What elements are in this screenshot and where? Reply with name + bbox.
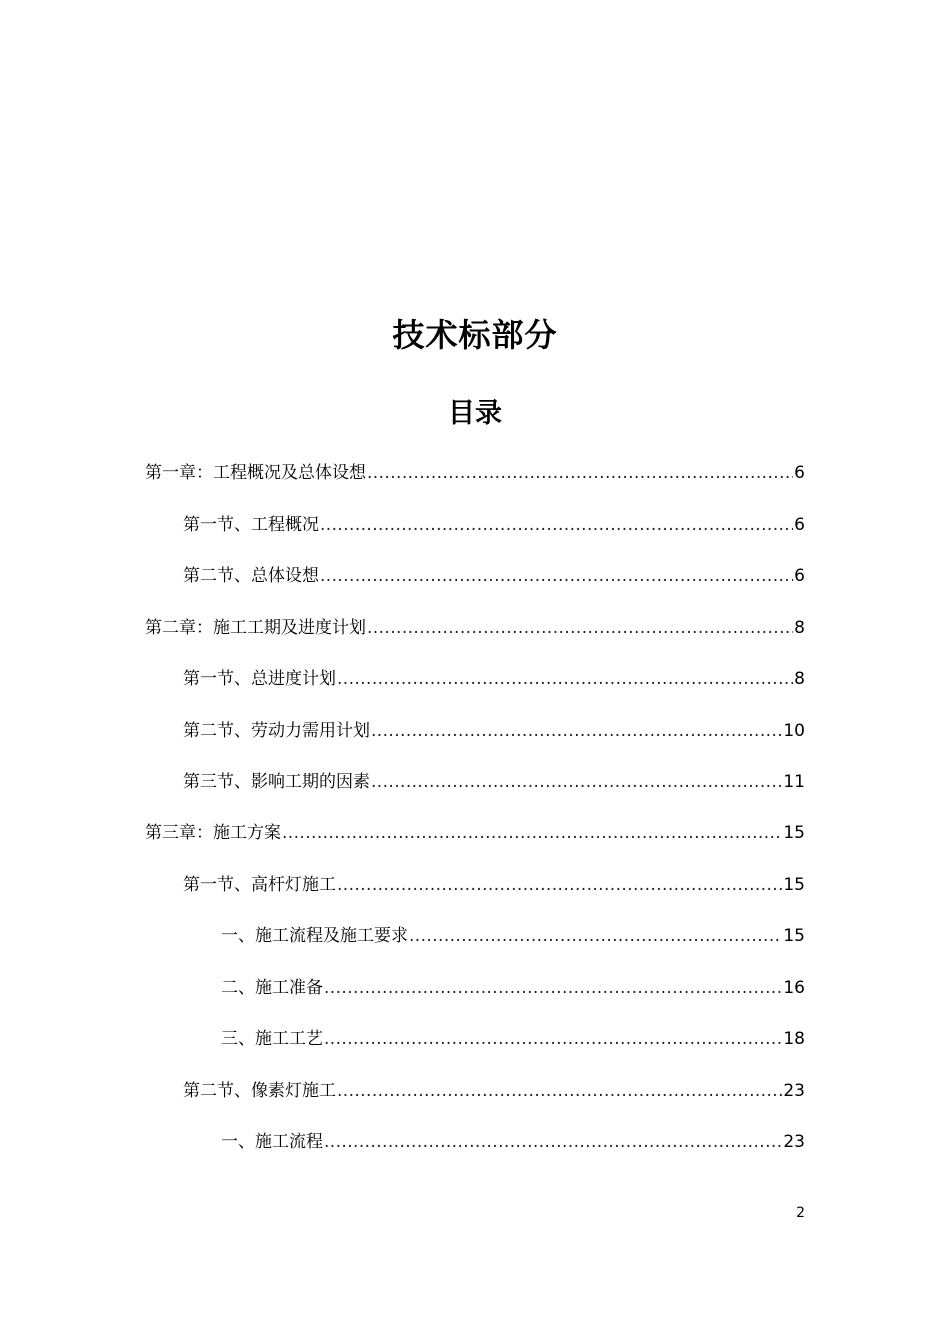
toc-dot-leader	[337, 865, 782, 905]
toc-entry-page: 15	[783, 875, 805, 895]
toc-entry-text: 第一章：工程概况及总体设想	[145, 463, 366, 483]
toc-entry-text: 三、施工工艺	[221, 1029, 323, 1049]
toc-entry-page: 15	[783, 926, 805, 946]
toc-entry-page: 6	[794, 515, 805, 535]
toc-dot-leader	[320, 556, 793, 596]
document-title: 技术标部分	[392, 316, 558, 354]
toc-entry-item-3-1-2[interactable]	[221, 968, 805, 1008]
toc-dot-leader	[282, 813, 782, 853]
toc-entry-section-3-1[interactable]	[183, 865, 805, 905]
toc-dot-leader	[337, 659, 793, 699]
toc-entry-item-3-1-3[interactable]	[221, 1019, 805, 1059]
toc-entry-text: 第二节、总体设想	[183, 566, 319, 586]
toc-entry-section-3-2[interactable]	[183, 1071, 805, 1111]
toc-entry-page: 8	[794, 618, 805, 638]
toc-entry-item-3-2-1[interactable]	[221, 1122, 805, 1162]
toc-entry-text: 一、施工流程	[221, 1132, 323, 1152]
toc-entry-section-2-1[interactable]	[183, 659, 805, 699]
toc-entry-text: 第一节、总进度计划	[183, 669, 336, 689]
toc-entry-page: 23	[783, 1132, 805, 1152]
toc-entry-page: 10	[783, 721, 805, 741]
toc-dot-leader	[367, 453, 793, 493]
toc-entry-section-1-1[interactable]	[183, 505, 805, 545]
toc-entry-text: 第二节、像素灯施工	[183, 1081, 336, 1101]
toc-dot-leader	[324, 1122, 782, 1162]
toc-entry-chapter-1[interactable]	[145, 453, 805, 493]
toc-entry-page: 8	[794, 669, 805, 689]
toc-entry-text: 第二章：施工工期及进度计划	[145, 618, 366, 638]
toc-entry-section-1-2[interactable]	[183, 556, 805, 596]
toc-entry-chapter-2[interactable]	[145, 608, 805, 648]
toc-entry-page: 18	[783, 1029, 805, 1049]
toc-heading: 目录	[448, 398, 502, 429]
toc-entry-section-2-2[interactable]	[183, 711, 805, 751]
toc-dot-leader	[324, 968, 782, 1008]
toc-dot-leader	[371, 711, 782, 751]
toc-entry-page: 6	[794, 566, 805, 586]
toc-entry-text: 第二节、劳动力需用计划	[183, 721, 370, 741]
toc-entry-page: 23	[783, 1081, 805, 1101]
toc-dot-leader	[367, 608, 793, 648]
page-number: 2	[796, 1205, 805, 1221]
toc-entry-text: 第三节、影响工期的因素	[183, 772, 370, 792]
toc-dot-leader	[324, 1019, 782, 1059]
toc-entry-page: 15	[783, 823, 805, 843]
toc-dot-leader	[320, 505, 793, 545]
toc-dot-leader	[409, 916, 782, 956]
toc-entry-text: 第一节、高杆灯施工	[183, 875, 336, 895]
toc-entry-page: 11	[783, 772, 805, 792]
toc-entry-item-3-1-1[interactable]	[221, 916, 805, 956]
toc-dot-leader	[337, 1071, 782, 1111]
toc-entry-section-2-3[interactable]	[183, 762, 805, 802]
toc-entry-text: 第一节、工程概况	[183, 515, 319, 535]
toc-entry-text: 第三章：施工方案	[145, 823, 281, 843]
toc-entry-page: 6	[794, 463, 805, 483]
toc-dot-leader	[371, 762, 782, 802]
toc-entry-text: 一、施工流程及施工要求	[221, 926, 408, 946]
toc-entry-page: 16	[783, 978, 805, 998]
toc-entry-chapter-3[interactable]	[145, 813, 805, 853]
toc-entry-text: 二、施工准备	[221, 978, 323, 998]
